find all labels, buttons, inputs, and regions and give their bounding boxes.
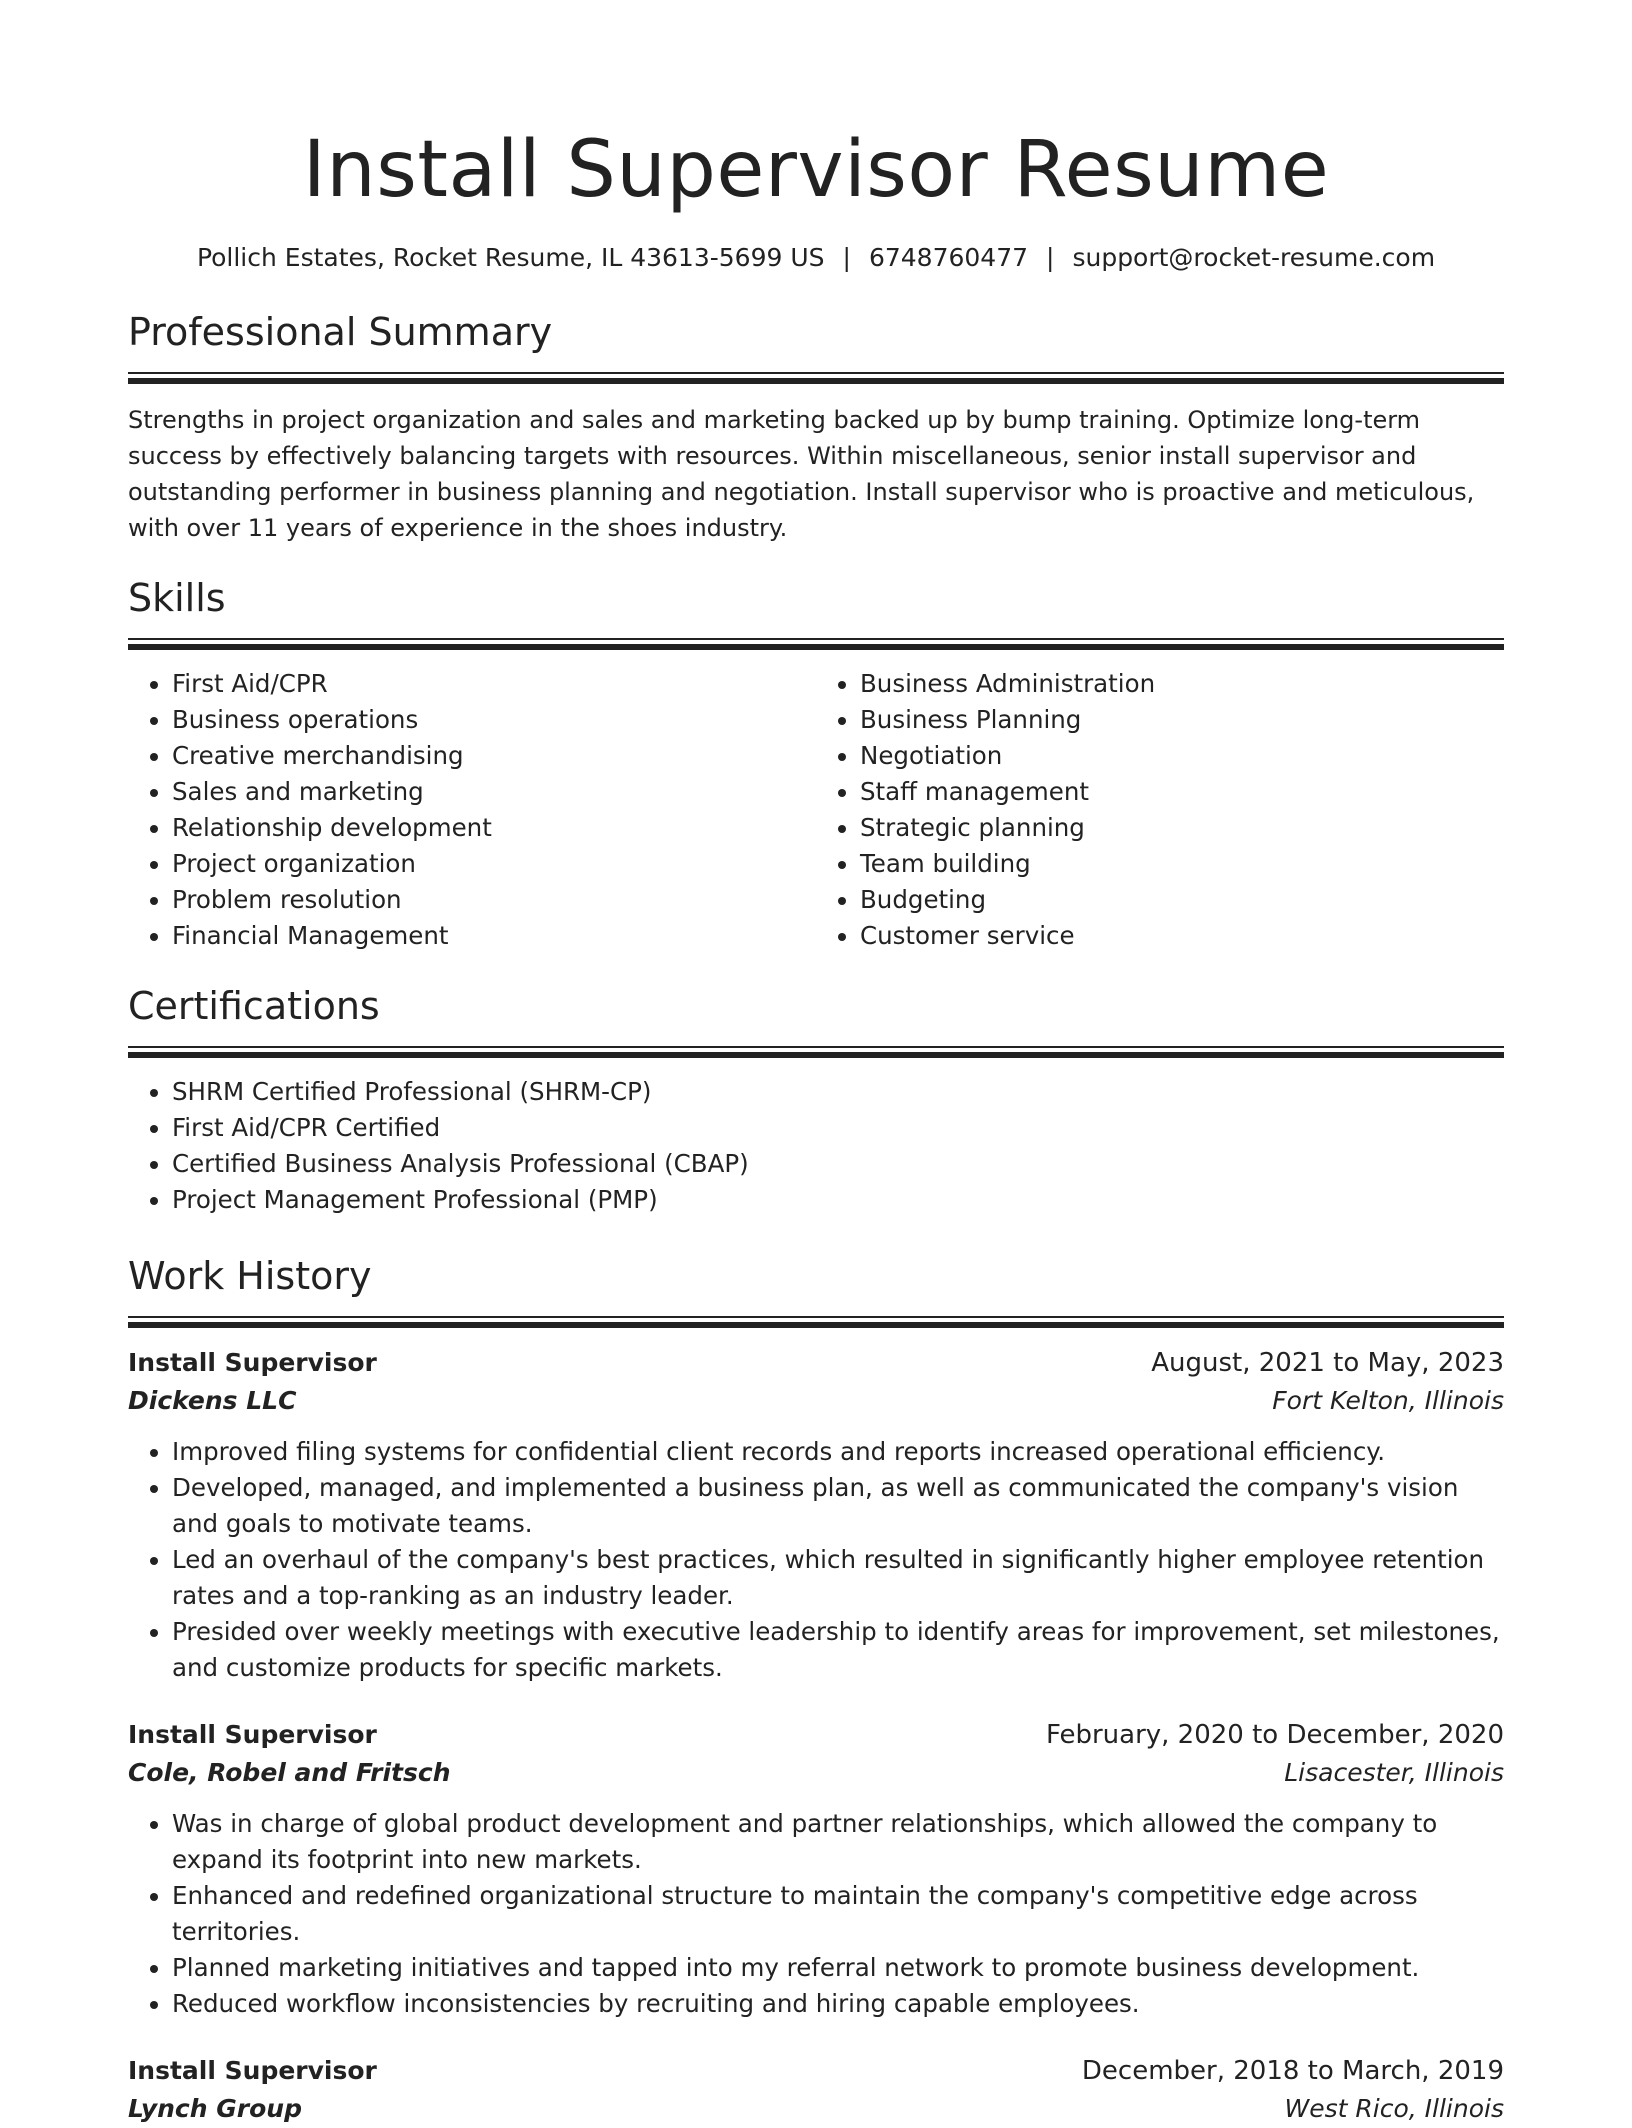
- skill-item: • Budgeting: [860, 882, 1504, 918]
- section-heading: Work History: [128, 1254, 372, 1298]
- certification-item: • First Aid/CPR Certified: [172, 1110, 1504, 1146]
- skill-item: • Negotiation: [860, 738, 1504, 774]
- job-bullet: • Improved filing systems for confidential client records and reports increased operational efficiency.: [172, 1434, 1504, 1470]
- job-bullet: • Presided over weekly meetings with executive leadership to identify areas for improvement, set milestones, and customize products for specific markets.: [172, 1614, 1504, 1686]
- skill-item: • Relationship development: [172, 810, 816, 846]
- skill-item: • Business operations: [172, 702, 816, 738]
- section-divider: [128, 372, 1504, 384]
- certification-item: • SHRM Certified Professional (SHRM-CP): [172, 1074, 1504, 1110]
- job-bullet: • Reduced workflow inconsistencies by recruiting and hiring capable employees.: [172, 1986, 1504, 2022]
- job-company: Dickens LLC: [128, 1386, 297, 1415]
- section-heading: Skills: [128, 576, 226, 620]
- job-header: [128, 1344, 1504, 1382]
- job-location: West Rico, Illinois: [1284, 2094, 1504, 2123]
- contact-email[interactable]: support@rocket-resume.com: [1072, 243, 1436, 272]
- job-location: Lisacester, Illinois: [1284, 1758, 1504, 1787]
- section-heading: Certifications: [128, 984, 380, 1028]
- job-subheader: [128, 1754, 1504, 1792]
- job-bullet: • Was in charge of global product development and partner relationships, which allowed the company to expand its footprint into new markets.: [172, 1806, 1504, 1878]
- skill-item: • Customer service: [860, 918, 1504, 954]
- summary-section: [128, 308, 1504, 546]
- skill-item: • Strategic planning: [860, 810, 1504, 846]
- job-company: Lynch Group: [128, 2094, 302, 2123]
- contact-address: Pollich Estates, Rocket Resume, IL 43613-5699 US: [196, 243, 825, 272]
- job-bullet: • Led an overhaul of the company's best practices, which resulted in significantly higher employee retention rates and a top-ranking as an industry leader.: [172, 1542, 1504, 1614]
- job-bullet: • Planned marketing initiatives and tapped into my referral network to promote business development.: [172, 1950, 1504, 1986]
- contact-phone: 6748760477: [868, 243, 1029, 272]
- job-subheader: [128, 2090, 1504, 2128]
- job-bullet: • Enhanced and redefined organizational structure to maintain the company's competitive edge across territories.: [172, 1878, 1504, 1950]
- skill-item: • Staff management: [860, 774, 1504, 810]
- contact-line: [128, 242, 1504, 274]
- skill-item: • Team building: [860, 846, 1504, 882]
- resume-title: Install Supervisor Resume: [302, 125, 1330, 215]
- section-divider: [128, 1316, 1504, 1328]
- skill-item: • First Aid/CPR: [172, 666, 816, 702]
- skill-item: • Sales and marketing: [172, 774, 816, 810]
- section-divider: [128, 638, 1504, 650]
- summary-text: Strengths in project organization and sales and marketing backed up by bump training. Optimize long-term success by effectively balancing targets with resources. Within miscellaneous, senior install supervisor and outstanding performer in business planning and negotiation. Install supervisor who is proactive and meticulous, with over 11 years of experience in the shoes industry.: [128, 406, 1475, 542]
- skill-item: • Financial Management: [172, 918, 816, 954]
- certification-item: • Certified Business Analysis Professional (CBAP): [172, 1146, 1504, 1182]
- job-title: Install Supervisor: [128, 1348, 377, 1377]
- job-entry: [128, 1716, 1504, 2022]
- job-bullet: • Developed, managed, and implemented a business plan, as well as communicated the company's vision and goals to motivate teams.: [172, 1470, 1504, 1542]
- job-entry: [128, 1344, 1504, 1686]
- job-dates: December, 2018 to March, 2019: [1081, 2056, 1504, 2086]
- section-divider: [128, 1046, 1504, 1058]
- job-location: Fort Kelton, Illinois: [1272, 1386, 1504, 1415]
- job-entry: [128, 2052, 1504, 2128]
- skill-item: • Business Administration: [860, 666, 1504, 702]
- work-history-section: [128, 1252, 1504, 2128]
- job-company: Cole, Robel and Fritsch: [128, 1758, 451, 1787]
- skill-item: • Creative merchandising: [172, 738, 816, 774]
- job-title: Install Supervisor: [128, 1720, 377, 1749]
- job-subheader: [128, 1382, 1504, 1420]
- skill-item: • Problem resolution: [172, 882, 816, 918]
- job-bullets: [128, 1806, 1504, 2022]
- skill-item: • Project organization: [172, 846, 816, 882]
- skills-list-right: [816, 666, 1504, 954]
- contact-separator: |: [1046, 243, 1055, 272]
- job-title: Install Supervisor: [128, 2056, 377, 2085]
- certification-item: • Project Management Professional (PMP): [172, 1182, 1504, 1218]
- contact-separator: |: [842, 243, 851, 272]
- skills-list-left: [128, 666, 816, 954]
- job-bullets: [128, 1434, 1504, 1686]
- skills-section: [128, 574, 1504, 954]
- skill-item: • Business Planning: [860, 702, 1504, 738]
- job-header: [128, 2052, 1504, 2090]
- job-dates: February, 2020 to December, 2020: [1045, 1720, 1504, 1750]
- certifications-list: [128, 1074, 1504, 1218]
- job-dates: August, 2021 to May, 2023: [1151, 1348, 1504, 1378]
- certifications-section: [128, 982, 1504, 1218]
- skills-grid: [128, 666, 1504, 954]
- job-header: [128, 1716, 1504, 1754]
- section-heading: Professional Summary: [128, 310, 553, 354]
